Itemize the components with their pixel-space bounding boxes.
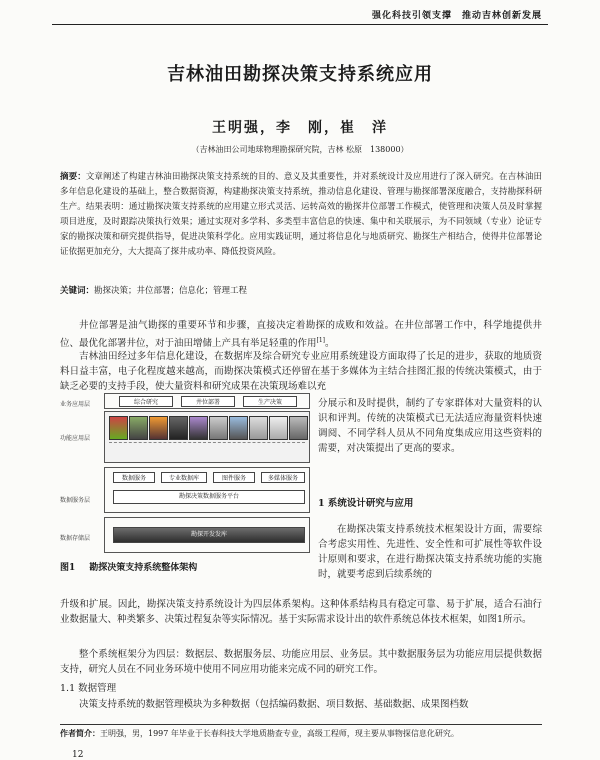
function-thumbnail-10	[289, 416, 308, 440]
figure-box-platform: 勘探决策数据服务平台	[113, 490, 305, 504]
body-paragraph-6: 决策支持系统的数据管理模块为多种数据（包括编码数据、项目数据、基础数据、成果图档数	[79, 699, 469, 710]
body-paragraph-5: 整个系统框架分为四层：数据层、数据服务层、功能应用层、业务层。其中数据服务层为功能应用层提供数据支持，研究人员在不同业务环境中使用不同应用功能来完成不同的研究工作。	[60, 649, 542, 675]
keywords-label: 关键词：	[60, 286, 95, 296]
function-thumbnail-8	[249, 416, 268, 440]
author-footnote	[60, 728, 542, 739]
paragraph-1-text: 井位部署是油气勘探的重要环节和步骤，直接决定着勘探的成败和效益。在井位部署工作中，科学地提供井位、最优化部署井位，对于油田增储上产具有举足轻重的作用	[60, 320, 542, 350]
data-band	[104, 517, 310, 553]
reference-1: [1]	[316, 337, 326, 344]
abstract-label: 摘要：	[60, 172, 86, 182]
body-paragraph-1	[60, 318, 542, 351]
function-thumbnail-2	[129, 416, 148, 440]
function-thumbnail-1	[109, 416, 128, 440]
running-header: 强化科技引领支撑 推动吉林创新发展	[371, 11, 542, 21]
figure-box-biz-3: 生产决策	[243, 396, 297, 407]
page-number: 12	[72, 750, 84, 760]
function-thumbnail-7	[229, 416, 248, 440]
figure-box-biz-2: 井位部署	[181, 396, 235, 407]
keywords-text: 勘探决策；井位部署；信息化；管理工程	[94, 286, 248, 296]
header-rule	[52, 24, 548, 25]
function-band	[104, 411, 310, 463]
figure-box-biz-1: 综合研究	[119, 396, 173, 407]
figure-1-architecture	[60, 393, 310, 555]
function-thumbnail-4	[169, 416, 188, 440]
figure-box-storage: 勘探开发发库	[113, 527, 305, 543]
figure-layer-label-business: 业务应用层	[60, 401, 91, 408]
figure-layer-label-service: 数据服务层	[60, 497, 91, 504]
article-affiliation: （吉林油田公司地球物理勘探研究院，吉林 松原 138000）	[191, 145, 409, 154]
body-paragraph-4: 升级和扩展。因此，勘探决策支持系统设计为四层体系架构。这种体系结构具有稳定可靠、易于扩展，适合石油行业数据量大、种类繁多、决策过程复杂等实际情况。基于实际需求设计出的软件系统总体技术框架，如图1所示。	[60, 599, 542, 625]
body-paragraph-2: 吉林油田经过多年信息化建设，在数据库及综合研究专业应用系统建设方面取得了长足的进步，获取的地质资料日益丰富，电子化程度越来越高，而勘探决策模式还停留在基于多媒体为主结合挂图汇报的传统决策模式，由于缺乏必要的支持手段，使大量资料和研究成果在决策现场难以充	[60, 351, 542, 392]
figure-box-svc-1: 数据服务	[113, 472, 155, 483]
service-band	[104, 467, 310, 513]
keywords	[60, 284, 542, 298]
footnote-text: 王明强，男，1997 年毕业于长春科技大学地质勘查专业，高级工程师，现主要从事物探信息化研究。	[100, 729, 459, 738]
figure-layer-label-function: 功能应用层	[60, 435, 91, 442]
article-authors: 王明强，李 刚，崔 洋	[212, 120, 388, 136]
body-paragraph-3: 分展示和及时提供，制约了专家群体对大量资料的认识和评判。传统的决策模式已无法适应海量资料快速调阅、不同学科人员从不同角度集成应用这些资料的需要，对决策提出了更高的要求。	[318, 398, 542, 454]
figure-box-svc-2: 专业数据库	[161, 472, 207, 483]
business-band	[104, 393, 310, 409]
function-divider	[109, 442, 305, 455]
figure-caption-text: 勘探决策支持系统整体架构	[89, 563, 198, 573]
function-thumbnail-6	[209, 416, 228, 440]
figure-box-svc-3: 图件服务	[213, 472, 255, 483]
subsection-heading-1-1: 1.1 数据管理	[60, 683, 117, 694]
abstract-text: 文章阐述了构建吉林油田勘探决策支持系统的目的、意义及其重要性，并对系统设计及应用进行了深入研究。在吉林油田多年信息化建设的基础上，整合数据资源，构建勘探决策支持系统，推动信息化建设、管理与勘探部署深度融合，支持勘探科研生产。结果表明：通过勘探决策支持系统的应用建立形式灵活、运转高效的勘探井位部署工作模式，使管理和决策人员及时掌握项目进度，及时跟踪决策执行效果；通过实现对多学科、多类型丰富信息的快速、集中和关联展示，为不同领域（专业）论证专家的勘探决策和研究提供指导，促进决策科学化。应用实践证明，通过将信息化与地质研究、勘探生产相结合，使得井位部署论证依据更加充分，大大提高了探井成功率、降低投资风险。	[60, 172, 542, 257]
abstract	[60, 170, 542, 260]
figure-caption	[60, 560, 310, 573]
footnote-rule	[60, 724, 542, 725]
body-paragraph-3b: 在勘探决策支持系统技术框架设计方面，需要综合考虑实用性、先进性、安全性和可扩展性等软件设计原则和要求，在进行勘探决策支持系统功能的实施时，就要考虑到后续系统的	[318, 524, 542, 580]
figure-number: 图1	[60, 563, 76, 573]
function-thumbnail-3	[149, 416, 168, 440]
function-thumbnail-9	[269, 416, 288, 440]
function-thumbnail-5	[189, 416, 208, 440]
figure-layer-label-data: 数据存储层	[60, 535, 91, 542]
article-title: 吉林油田勘探决策支持系统应用	[167, 64, 433, 85]
paragraph-1-end: 。	[325, 338, 335, 350]
footnote-label: 作者简介：	[60, 728, 100, 738]
figure-box-svc-4: 多媒体服务	[261, 472, 305, 483]
section-heading-1: 1 系统设计研究与应用	[318, 498, 414, 509]
